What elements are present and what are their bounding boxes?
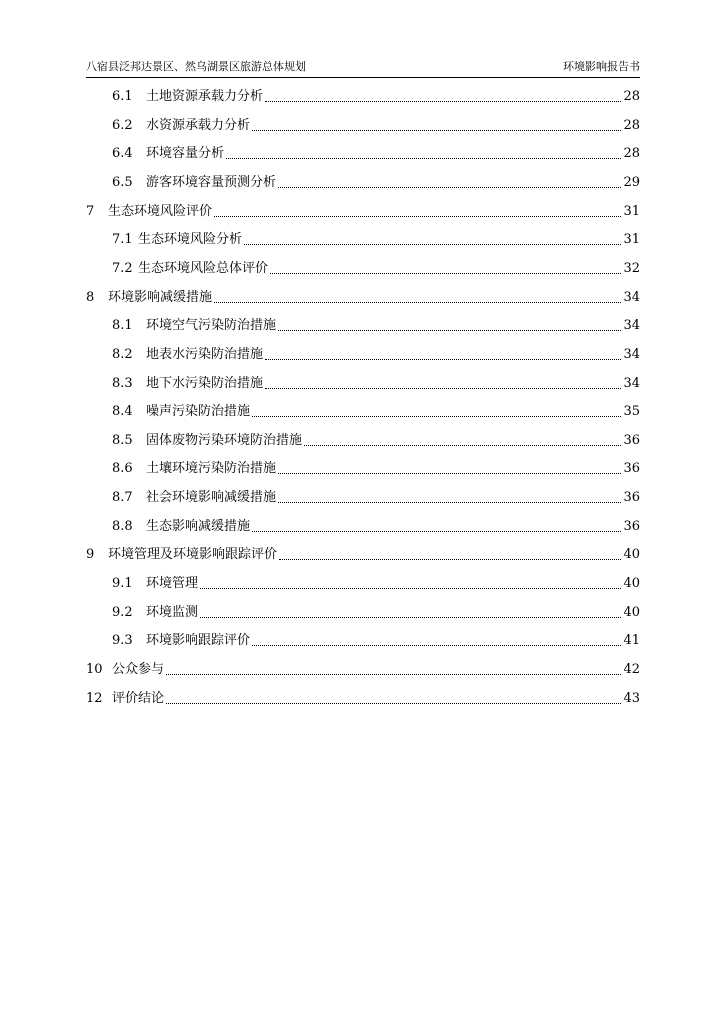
toc-leader-dots [265, 388, 621, 389]
toc-entry[interactable] [112, 604, 640, 622]
toc-entry[interactable] [112, 117, 640, 135]
toc-entry-title: 环境管理及环境影响跟踪评价 [108, 547, 278, 563]
toc-entry-page: 41 [623, 633, 640, 649]
toc-entry[interactable] [112, 346, 640, 364]
toc-entry[interactable] [112, 632, 640, 650]
toc-entry-page: 31 [623, 203, 640, 219]
toc-leader-dots [214, 216, 621, 217]
toc-entry-number: 7.1 [112, 232, 133, 248]
toc-entry[interactable] [112, 375, 640, 393]
toc-entry[interactable] [86, 690, 640, 708]
toc-entry[interactable] [112, 518, 640, 536]
toc-entry[interactable] [86, 289, 640, 307]
toc-entry-title: 环境管理 [146, 576, 199, 592]
toc-entry[interactable] [112, 403, 640, 421]
toc-entry-title: 生态影响减缓措施 [146, 518, 251, 534]
toc-entry-number: 6.2 [112, 117, 133, 133]
toc-entry-title: 环境容量分析 [146, 146, 225, 162]
toc-entry-page: 42 [623, 662, 640, 677]
toc-entry[interactable] [112, 489, 640, 507]
toc-leader-dots [166, 703, 621, 704]
toc-entry-page: 28 [623, 89, 640, 104]
toc-entry[interactable] [112, 145, 640, 163]
toc-entry-title: 生态环境风险评价 [108, 203, 213, 219]
toc-entry-title: 噪声污染防治措施 [146, 404, 251, 420]
toc-leader-dots [278, 330, 621, 331]
toc-entry[interactable] [112, 317, 640, 335]
toc-entry-page: 34 [623, 346, 640, 362]
toc-entry-page: 40 [623, 576, 640, 592]
toc-entry-number: 8 [86, 289, 95, 305]
toc-leader-dots [252, 531, 621, 532]
toc-leader-dots [200, 588, 621, 589]
toc-entry-title: 环境空气污染防治措施 [146, 318, 277, 334]
toc-entry-number: 12 [86, 690, 103, 706]
toc-leader-dots [166, 674, 621, 675]
header-section-title: 环境影响报告书 [563, 60, 640, 73]
toc-leader-dots [265, 101, 621, 102]
toc-leader-dots [265, 359, 621, 360]
toc-entry-page: 36 [623, 518, 640, 534]
toc-leader-dots [270, 273, 621, 274]
toc-entry-title: 公众参与 [112, 662, 165, 677]
toc-entry-number: 8.5 [112, 432, 133, 448]
toc-entry-title: 生态环境风险分析 [138, 232, 243, 248]
toc-entry-page: 28 [623, 146, 640, 162]
toc-leader-dots [244, 244, 621, 245]
toc-entry-number: 10 [86, 662, 103, 677]
toc-entry[interactable] [112, 174, 640, 192]
page-header [86, 60, 640, 78]
toc-entry-page: 36 [623, 490, 640, 506]
toc-entry-title: 环境影响减缓措施 [108, 289, 213, 305]
toc-entry[interactable] [112, 432, 640, 450]
toc-entry-title: 环境影响跟踪评价 [146, 633, 251, 649]
toc-leader-dots [252, 645, 621, 646]
toc-entry-page: 40 [623, 547, 640, 563]
toc-leader-dots [304, 445, 621, 446]
toc-entry[interactable] [112, 88, 640, 106]
toc-leader-dots [278, 502, 621, 503]
toc-leader-dots [252, 416, 621, 417]
toc-leader-dots [226, 158, 621, 159]
toc-entry-title: 社会环境影响减缓措施 [146, 490, 277, 506]
toc-entry-number: 6.1 [112, 89, 133, 104]
toc-entry-page: 28 [623, 117, 640, 133]
toc-entry-page: 35 [623, 404, 640, 420]
toc-entry-number: 9 [86, 547, 95, 563]
toc-entry-title: 水资源承载力分析 [146, 117, 251, 133]
toc-entry-title: 土壤环境污染防治措施 [146, 461, 277, 477]
toc-entry-number: 8.6 [112, 461, 133, 477]
toc-entry-title: 地下水污染防治措施 [146, 375, 264, 391]
toc-leader-dots [279, 559, 621, 560]
toc-entry[interactable] [112, 231, 640, 249]
toc-entry-number: 7 [86, 203, 95, 219]
toc-entry-page: 34 [623, 289, 640, 305]
toc-entry-number: 8.7 [112, 490, 133, 506]
toc-entry-page: 36 [623, 461, 640, 477]
toc-entry-number: 8.2 [112, 346, 133, 362]
toc-entry-number: 7.2 [112, 260, 133, 276]
toc-entry-title: 游客环境容量预测分析 [146, 174, 277, 190]
toc-entry[interactable] [86, 546, 640, 564]
toc-entry-number: 8.3 [112, 375, 133, 391]
toc-entry-number: 8.1 [112, 318, 133, 334]
toc-entry-number: 8.4 [112, 404, 133, 420]
toc-leader-dots [252, 130, 621, 131]
toc-entry[interactable] [86, 661, 640, 679]
toc-entry-title: 土地资源承载力分析 [146, 89, 264, 104]
toc-entry-title: 生态环境风险总体评价 [138, 260, 269, 276]
toc-entry-page: 43 [623, 690, 640, 706]
toc-entry-number: 9.2 [112, 604, 133, 620]
toc-entry-number: 9.1 [112, 576, 133, 592]
toc-entry[interactable] [112, 575, 640, 593]
toc-entry-number: 6.5 [112, 174, 133, 190]
toc-leader-dots [278, 187, 621, 188]
toc-entry-page: 32 [623, 260, 640, 276]
header-document-title: 八宿县泛邦达景区、然乌湖景区旅游总体规划 [86, 60, 306, 73]
toc-entry-number: 6.4 [112, 146, 133, 162]
toc-entry-page: 31 [623, 232, 640, 248]
toc-leader-dots [214, 302, 621, 303]
toc-entry[interactable] [86, 203, 640, 221]
toc-entry-page: 29 [623, 174, 640, 190]
header-divider [86, 77, 640, 78]
toc-entry-page: 40 [623, 604, 640, 620]
toc-entry-title: 评价结论 [112, 690, 165, 706]
toc-entry[interactable] [112, 260, 640, 278]
toc-leader-dots [200, 617, 621, 618]
toc-entry-page: 34 [623, 375, 640, 391]
toc-entry-title: 环境监测 [146, 604, 199, 620]
toc-entry-title: 固体废物污染环境防治措施 [146, 432, 303, 448]
toc-entry-number: 8.8 [112, 518, 133, 534]
toc-entry[interactable] [112, 460, 640, 478]
toc-entry-number: 9.3 [112, 633, 133, 649]
toc-entry-page: 34 [623, 318, 640, 334]
toc-leader-dots [278, 473, 621, 474]
toc-entry-title: 地表水污染防治措施 [146, 346, 264, 362]
toc-entry-page: 36 [623, 432, 640, 448]
